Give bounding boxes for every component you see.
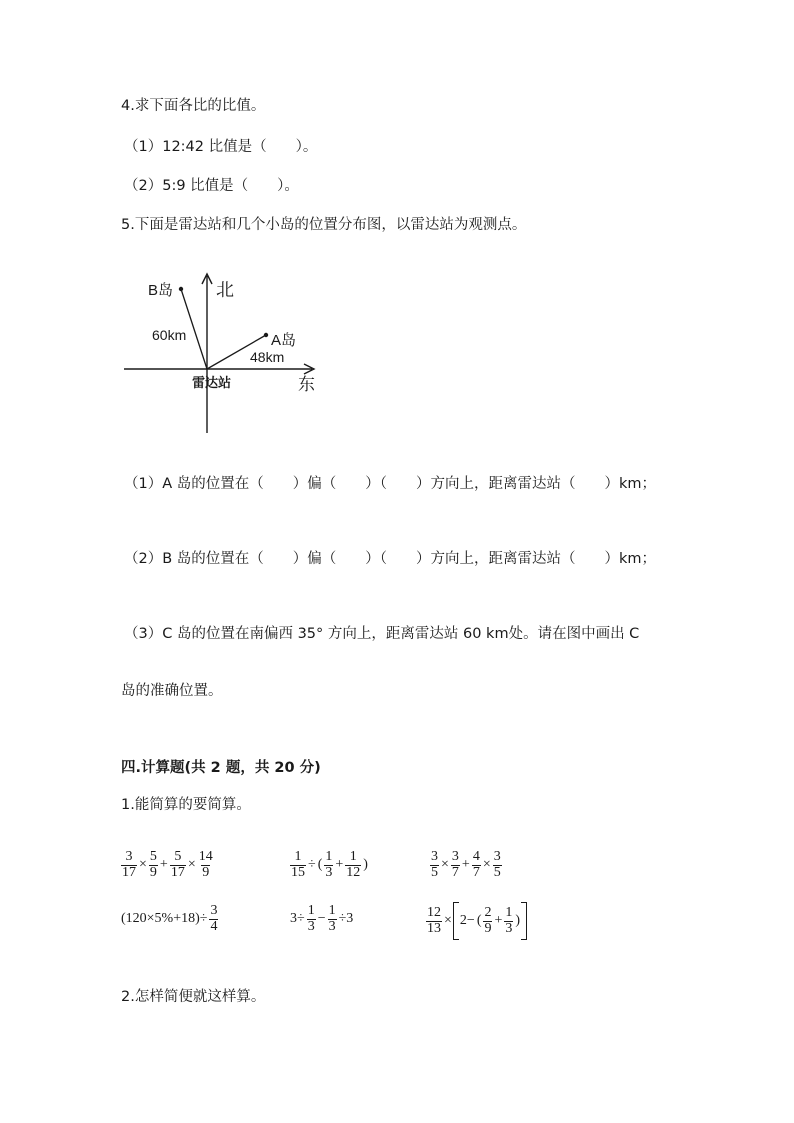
radar-diagram [0,0,794,460]
q4-item-1: （1）12:42 比值是（ ）。 [124,139,318,155]
fraction: $\frac{3}{5}$ [493,849,501,880]
b-island-point [179,287,183,291]
station-label: 雷达站 [192,375,232,390]
fraction: $\frac{12}{13}$ [427,904,441,936]
a-island-point [264,333,268,337]
calc-q2-title: 2.怎样简便就这样算。 [121,989,266,1005]
section-heading: 四.计算题(共 2 题，共 20 分) [121,760,321,776]
fraction: $\frac{1}{3}$ [325,849,333,880]
q5-item-1: （1）A 岛的位置在（ ）偏（ ）（ ）方向上，距离雷达站（ ）km； [124,476,657,492]
q4-title: 4.求下面各比的比值。 [121,98,266,114]
fraction: $\frac{2}{9}$ [484,904,492,936]
fraction: $\frac{1}{3}$ [505,904,513,936]
expression-5: 3÷ $\frac{1}{3}$ − $\frac{1}{3}$ ÷3 [290,903,354,934]
north-label: 北 [216,280,234,300]
q4-item-2: （2）5:9 比值是（ ）。 [124,178,299,194]
b-island-label: B岛 [148,282,174,299]
expression-4: (120×5%+18)÷ $\frac{3}{4}$ [121,903,218,934]
fraction: $\frac{1}{12}$ [346,849,361,880]
fraction: $\frac{3}{17}$ [122,849,136,880]
calc-q1-title: 1.能简算的要简算。 [121,797,251,813]
q5-item-2: （2）B 岛的位置在（ ）偏（ ）（ ）方向上，距离雷达站（ ）km； [124,551,657,567]
q5-title: 5.下面是雷达站和几个小岛的位置分布图，以雷达站为观测点。 [121,217,527,233]
fraction: $\frac{5}{9}$ [149,849,157,880]
fraction: $\frac{1}{15}$ [291,849,305,880]
fraction: $\frac{5}{17}$ [170,849,185,880]
fraction: $\frac{3}{7}$ [451,849,459,880]
east-label: 东 [298,375,315,394]
a-distance-label: 48km [250,349,285,365]
fraction: $\frac{3}{5}$ [431,849,438,880]
fraction: $\frac{1}{3}$ [307,903,315,934]
fraction: $\frac{4}{7}$ [472,849,480,880]
expression-6: $\frac{12}{13}$ × 2− ( $\frac{2}{9}$ + $\frac{1}{3}$ ) [425,902,527,940]
expression-2: $\frac{1}{15}$ ÷ ( $\frac{1}{3}$ + $\frac{1}{12}$ ) [291,849,368,880]
expression-3: $\frac{3}{5}$ × $\frac{3}{7}$ + $\frac{4}{7}$ × $\frac{3}{5}$ [431,849,501,880]
left-square-bracket [453,902,459,940]
right-square-bracket [521,902,527,940]
fraction: $\frac{14}{9}$ [198,849,213,880]
q5-item-3-line-2: 岛的准确位置。 [121,683,223,699]
fraction: $\frac{1}{3}$ [328,903,336,934]
b-distance-label: 60km [152,327,187,343]
q5-item-3-line-1: （3）C 岛的位置在南偏西 35° 方向上，距离雷达站 60 km处。请在图中画出 C [124,626,640,642]
a-island-label: A岛 [271,332,297,349]
expression-1: $\frac{3}{17}$ × $\frac{5}{9}$ + $\frac{5}{17}$ × $\frac{14}{9}$ [122,849,213,880]
fraction: $\frac{3}{4}$ [210,903,218,934]
